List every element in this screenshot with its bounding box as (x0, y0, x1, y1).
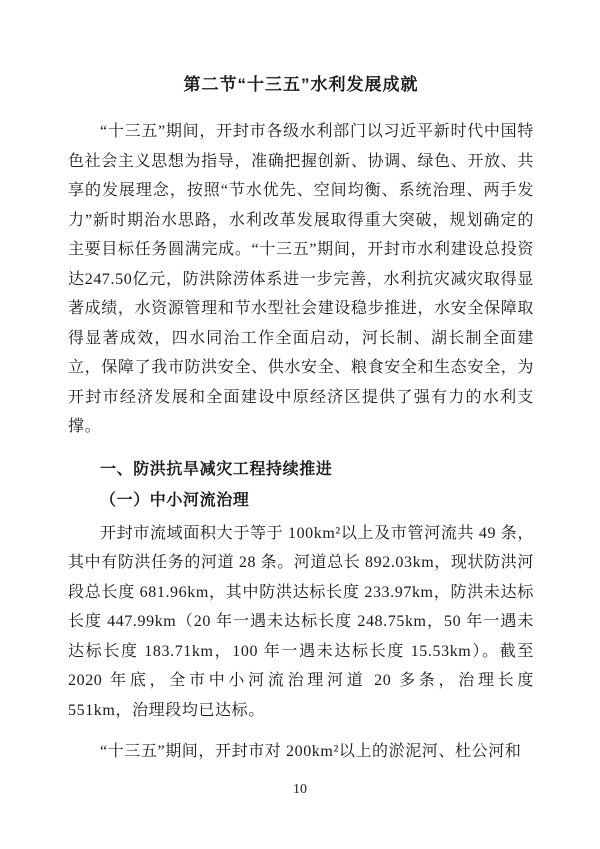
heading-small-medium-river-management: （一）中小河流治理 (100, 492, 250, 509)
paragraph-overview: “十三五”期间，开封市各级水利部门以习近平新时代中国特色社会主义思想为指导，准确把握创新、协调、绿色、开放、共享的发展理念，按照“节水优先、空间均衡、系统治理、两手发力”新时期治水思路，水利改革发展取得重大突破，规划确定的主要目标任务圆满完成。“十三五”期间，开封市水利建设总投资达247.50亿元，防洪除涝体系进一步完善，水利抗灾减灾取得显著成绩，水资源管理和节水型社会建设稳步推进，水安全保障取得显著成效，四水同治工作全面启动，河长制、湖长制全面建立，保障了我市防洪安全、供水安全、粮食安全和生态安全，为开封市经济发展和全面建设中原经济区提供了强有力的水利支撑。 (68, 123, 534, 435)
section-title: 第二节“十三五”水利发展成就 (183, 75, 419, 94)
page-number: 10 (293, 782, 307, 797)
paragraph-river-statistics: 开封市流域面积大于等于 100km²以上及市管河流共 49 条，其中有防洪任务的河道 28 条。河道总长 892.03km，现状防洪河段总长度 681.96km，其中防洪达标长度 233.97km，防洪未达标长度 447.99km（20 年一遇未达标长度 248.75km，50 年一遇未达标长度 183.71km，100 年一遇未达标长度 15.53km）。截至 2020 年底，全市中小河流治理河道 20 多条，治理长度 551km，治理段均已达标。 (68, 524, 534, 719)
paragraph-continuation: “十三五”期间，开封市对 200km²以上的淤泥河、杜公河和 (100, 743, 522, 760)
heading-flood-drought-projects: 一、防洪抗旱减灾工程持续推进 (100, 460, 333, 478)
